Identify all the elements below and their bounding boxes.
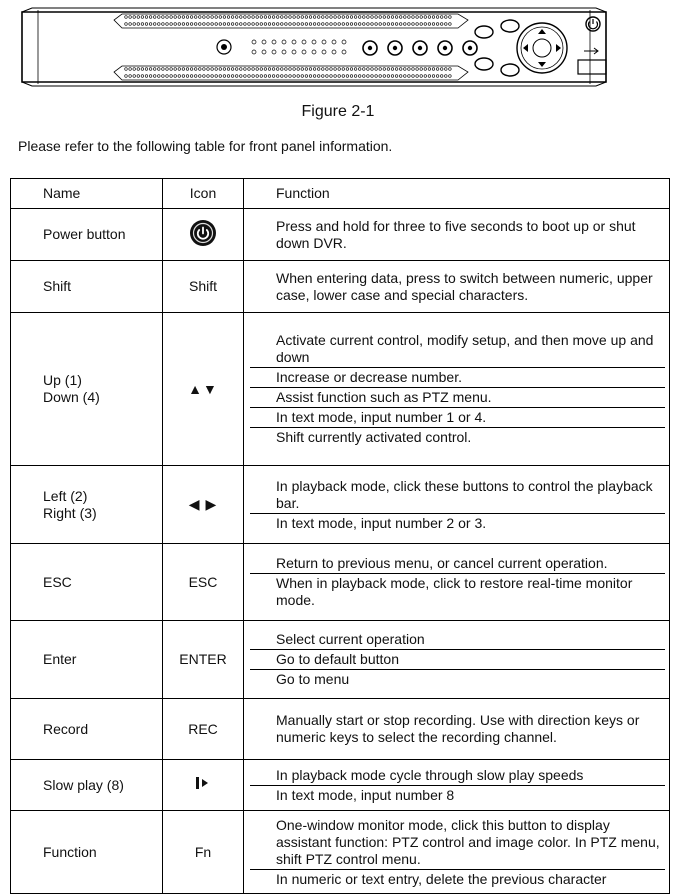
row-name-line: Left (2) (43, 487, 88, 504)
icon-label: Fn (194, 843, 212, 860)
table-row (11, 811, 670, 894)
row-name-cell (11, 760, 163, 811)
function-line: Go to menu (250, 669, 665, 689)
row-icon-cell (163, 621, 244, 699)
function-line: One-window monitor mode, click this button to display assistant function: PTZ control and image color. In PTZ menu, shift PTZ control menu. (276, 816, 660, 867)
row-icon-cell (163, 811, 244, 894)
function-line: In playback mode cycle through slow play speeds (276, 766, 584, 783)
row-name-line: Shift (43, 278, 72, 294)
row-icon-cell (163, 544, 244, 621)
row-name-line: Record (43, 720, 89, 737)
function-line: When entering data, press to switch between numeric, upper case, lower case and special characters. (276, 269, 653, 303)
table-row (11, 466, 670, 544)
row-name-line: ESC (43, 573, 72, 590)
row-name-cell (11, 621, 163, 699)
table-row (11, 209, 670, 261)
function-line: In playback mode, click these buttons to control the playback bar. (276, 477, 653, 511)
row-function-cell (244, 313, 670, 466)
table-header-row (11, 179, 670, 209)
icon-label: REC (188, 720, 218, 737)
row-function-cell (244, 209, 670, 261)
table-row (11, 544, 670, 621)
function-line: Manually start or stop recording. Use with direction keys or numeric keys to select the recording channel. (276, 712, 640, 745)
row-icon-cell (163, 209, 244, 261)
header-function: Function (244, 179, 670, 209)
row-name-cell (11, 466, 163, 544)
table-row (11, 621, 670, 699)
intro-text: Please refer to the following table for front panel information. (18, 138, 393, 154)
row-name-cell (11, 544, 163, 621)
function-line: In text mode, input number 2 or 3. (250, 513, 665, 533)
dvr-front-panel-illustration (18, 6, 610, 88)
row-name-line: Right (3) (43, 504, 97, 521)
function-line: Assist function such as PTZ menu. (250, 387, 665, 407)
power-icon (188, 218, 218, 252)
row-name-line: Power button (43, 226, 126, 242)
function-line: In numeric or text entry, delete the previous character (250, 869, 665, 889)
row-function-cell (244, 466, 670, 544)
function-line: Increase or decrease number. (250, 367, 665, 387)
figure-caption: Figure 2-1 (301, 103, 375, 120)
row-function-cell (244, 544, 670, 621)
function-line: Select current operation (276, 631, 425, 647)
row-name-cell (11, 699, 163, 760)
row-name-line: Down (4) (43, 389, 100, 405)
function-line: Go to default button (250, 649, 665, 669)
table-row (11, 313, 670, 466)
row-name-line: Function (43, 843, 97, 860)
up-down-arrows-icon: ▲▼ (188, 380, 218, 397)
row-name-cell (11, 811, 163, 894)
row-icon-cell (163, 261, 244, 313)
function-line: Shift currently activated control. (250, 427, 665, 447)
function-line: In text mode, input number 8 (250, 785, 665, 805)
function-line: In text mode, input number 1 or 4. (250, 407, 665, 427)
row-name-cell (11, 313, 163, 466)
header-name: Name (11, 179, 163, 209)
row-icon-cell (163, 760, 244, 811)
function-line: When in playback mode, click to restore real-time monitor mode. (250, 573, 665, 610)
row-name-line: Enter (43, 651, 77, 667)
function-line: Press and hold for three to five seconds to boot up or shut down DVR. (276, 217, 636, 251)
row-name-line: Up (1) (43, 372, 82, 388)
row-name-cell (11, 209, 163, 261)
icon-label: ESC (188, 573, 218, 590)
icon-label: Shift (188, 278, 217, 294)
row-icon-cell (163, 313, 244, 466)
row-function-cell (244, 811, 670, 894)
header-icon: Icon (163, 179, 244, 209)
table-row (11, 699, 670, 760)
row-name-cell (11, 261, 163, 313)
row-function-cell (244, 699, 670, 760)
row-name-line: Slow play (8) (43, 776, 124, 793)
row-function-cell (244, 621, 670, 699)
function-line: Return to previous menu, or cancel current operation. (276, 555, 608, 571)
front-panel-table (10, 178, 670, 894)
function-line: Activate current control, modify setup, and then move up and down (276, 332, 654, 365)
row-icon-cell (163, 466, 244, 544)
row-icon-cell (163, 699, 244, 760)
left-right-arrows-icon: ◀ ▶ (188, 496, 218, 512)
table-row (11, 261, 670, 313)
icon-label: ENTER (179, 651, 227, 667)
row-function-cell (244, 760, 670, 811)
row-function-cell (244, 261, 670, 313)
table-row (11, 760, 670, 811)
slow-play-icon (195, 777, 211, 793)
